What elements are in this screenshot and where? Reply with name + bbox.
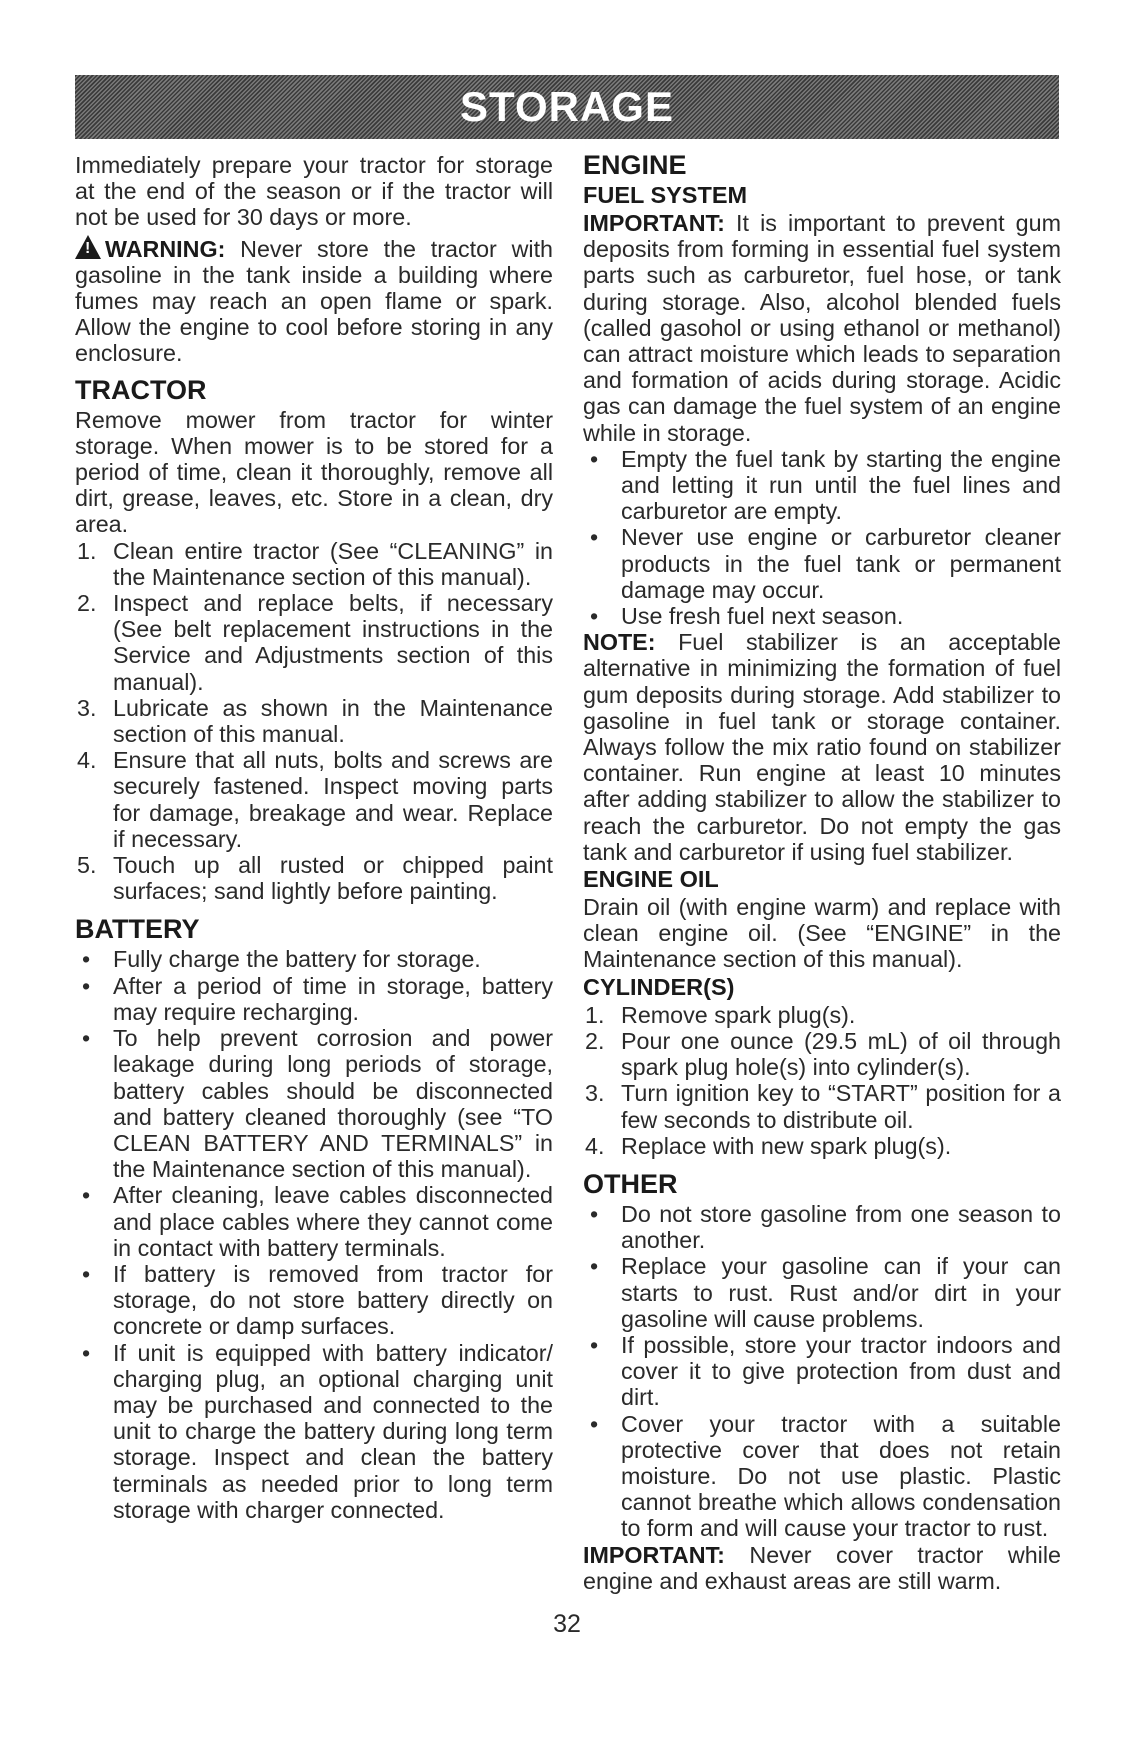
warning-text: Never store the tractor with gasoline in the tank inside a building where fumes may reach an open flame or spark. Allow the engine to cool before storing in any enclosure. — [75, 235, 553, 367]
important-label: IMPORTANT: — [583, 1541, 725, 1568]
list-item: 2. Inspect and replace belts, if necessary (See belt replacement instructions in the Service and Adjustments section of this manual). — [77, 590, 553, 695]
engine-heading: ENGINE — [583, 150, 687, 180]
fuel-list — [583, 446, 1061, 629]
tractor-paragraph: Remove mower from tractor for winter storage. When mower is to be stored for a period of time, clean it thoroughly, remove all dirt, grease, leaves, etc. Store in a clean, dry area. — [75, 406, 553, 538]
list-item: • After a period of time in storage, battery may require recharging. — [82, 972, 553, 1025]
warning-paragraph — [75, 235, 553, 367]
other-list — [583, 1201, 1061, 1542]
list-item: 4. Ensure that all nuts, bolts and screws are securely fastened. Inspect moving parts for damage, breakage and wear. Replace if necessary. — [77, 747, 553, 852]
list-item: 5. Touch up all rusted or chipped paint surfaces; sand lightly before painting. — [77, 852, 553, 905]
list-item: • If unit is equipped with battery indicator/ charging plug, an optional charging unit may be purchased and connected to the unit to charge the battery during long term storage. Inspect and clean the battery terminals as needed prior to long term storage with charger connected. — [82, 1339, 553, 1523]
list-item: 2. Pour one ounce (29.5 mL) of oil through spark plug hole(s) into cylinder(s). — [585, 1027, 1061, 1081]
list-item: • If possible, store your tractor indoors and cover it to give protection from dust and dirt. — [590, 1331, 1061, 1411]
important-warm-paragraph — [583, 1542, 1061, 1594]
page-title: STORAGE — [460, 83, 674, 130]
left-column — [75, 152, 553, 1523]
battery-heading: BATTERY — [75, 914, 200, 945]
list-item: 1. Remove spark plug(s). — [585, 1001, 856, 1028]
right-column — [583, 152, 1061, 1594]
engine-oil-heading: ENGINE OIL — [583, 866, 719, 893]
list-item: 3. Lubricate as shown in the Maintenance section of this manual. — [77, 694, 553, 748]
list-item: • To help prevent corrosion and power leakage during long periods of storage, battery cables should be disconnected and battery cleaned thoroughly (see “TO CLEAN BATTERY AND TERMINALS” in the Maintenance section of this manual). — [82, 1025, 553, 1183]
list-item: • Empty the fuel tank by starting the engine and letting it run until the fuel lines and carburetor are empty. — [590, 445, 1061, 525]
important-paragraph — [583, 210, 1061, 446]
page-number: 32 — [553, 1610, 581, 1638]
list-item: 1. Clean entire tractor (See “CLEANING” in the Maintenance section of this manual). — [77, 537, 553, 590]
section-title-banner — [75, 75, 1059, 139]
tractor-steps-list — [75, 538, 553, 905]
intro-paragraph: Immediately prepare your tractor for storage at the end of the season or if the tractor will not be used for 30 days or more. — [75, 152, 553, 231]
list-item: • Never use engine or carburetor cleaner products in the fuel tank or permanent damage may occur. — [590, 524, 1061, 603]
engine-oil-paragraph: Drain oil (with engine warm) and replace with clean engine oil. (See “ENGINE” in the Maintenance section of this manual). — [583, 894, 1061, 973]
note-text: Fuel stabilizer is an acceptable alternative in minimizing the formation of fuel gum deposits during storage. Add stabilizer to gasoline in fuel tank or storage container. Always follow the mix ratio found on stabilizer container. Run engine at least 10 minutes after adding stabilizer to allow the stabilizer to reach the carburetor. Do not empty the gas tank and carburetor if using fuel stabilizer. — [583, 629, 1061, 865]
important-label: IMPORTANT: — [583, 210, 725, 236]
list-item: 4. Replace with new spark plug(s). — [585, 1132, 952, 1159]
list-item: • Do not store gasoline from one season to another. — [590, 1200, 1061, 1254]
cylinders-heading: CYLINDER(S) — [583, 973, 735, 1000]
list-item: • If battery is removed from tractor for storage, do not store battery directly on concrete or damp surfaces. — [82, 1260, 553, 1340]
list-item: 3. Turn ignition key to “START” position for a few seconds to distribute oil. — [585, 1080, 1061, 1133]
important-warm-text: Never cover tractor while engine and exhaust areas are still warm. — [583, 1541, 1061, 1594]
cylinder-steps-list — [583, 1002, 1061, 1159]
other-heading: OTHER — [583, 1168, 678, 1199]
list-item: • After cleaning, leave cables disconnected and place cables where they cannot come in contact with battery terminals. — [82, 1182, 553, 1261]
note-paragraph — [583, 629, 1061, 865]
tractor-heading: TRACTOR — [75, 374, 207, 405]
note-label: NOTE: — [583, 629, 656, 656]
important-text: It is important to prevent gum deposits from forming in essential fuel system parts such as carburetor, fuel hose, or tank during storage. Also, alcohol blended fuels (called gasohol or using ethanol or methanol) can attract moisture which leads to separation and formation of acids during storage. Acidic gas can damage the fuel system of an engine while in storage. — [583, 210, 1061, 446]
list-item: • Cover your tractor with a suitable protective cover that does not retain moisture. Do not use plastic. Plastic cannot breathe which allows condensation to form and will cause your tractor to rust. — [590, 1410, 1061, 1542]
list-item: • Replace your gasoline can if your can starts to rust. Rust and/or dirt in your gasoline will cause problems. — [590, 1253, 1061, 1332]
list-item: • Fully charge the battery for storage. — [82, 946, 481, 973]
warning-triangle-icon — [75, 235, 101, 259]
list-item: • Use fresh fuel next season. — [590, 603, 904, 630]
fuel-system-heading: FUEL SYSTEM — [583, 182, 748, 208]
battery-list — [75, 946, 553, 1522]
warning-label: WARNING: — [105, 235, 226, 262]
